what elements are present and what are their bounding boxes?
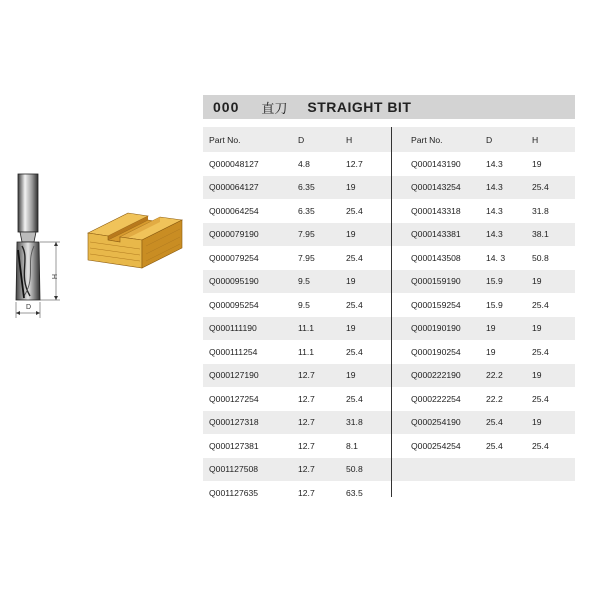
left-d-value: 12.7 xyxy=(298,393,315,404)
table-row xyxy=(203,317,575,341)
dim-d-label: D xyxy=(26,304,32,311)
left-part-no: Q001127635 xyxy=(209,487,259,498)
left-h-value: 31.8 xyxy=(346,417,363,428)
table-row xyxy=(203,340,575,364)
left-h-value: 25.4 xyxy=(346,252,363,263)
left-d-value: 7.95 xyxy=(298,252,315,263)
col-part-no-right: Part No. xyxy=(411,134,443,145)
right-h-value: 38.1 xyxy=(532,229,549,240)
table-row xyxy=(203,176,575,200)
right-d-value: 19 xyxy=(486,323,496,334)
right-part-no: Q000254190 xyxy=(411,417,461,428)
left-part-no: Q000127318 xyxy=(209,417,259,428)
left-part-no: Q000127190 xyxy=(209,370,259,381)
right-d-value: 19 xyxy=(486,346,496,357)
right-part-no: Q000143190 xyxy=(411,158,461,169)
col-h-right: H xyxy=(532,134,539,145)
left-d-value: 7.95 xyxy=(298,229,315,240)
col-d-right: D xyxy=(486,134,493,145)
right-d-value: 22.2 xyxy=(486,393,503,404)
right-d-value: 25.4 xyxy=(486,417,503,428)
right-d-value: 14.3 xyxy=(486,182,503,193)
table-row xyxy=(203,270,575,294)
left-h-value: 25.4 xyxy=(346,299,363,310)
section-header xyxy=(203,95,575,119)
wood-block-icon xyxy=(88,213,182,268)
left-part-no: Q000111254 xyxy=(209,346,258,357)
table-row xyxy=(203,481,575,505)
left-d-value: 6.35 xyxy=(298,182,315,193)
right-d-value: 15.9 xyxy=(486,299,503,310)
right-part-no: Q000159190 xyxy=(411,276,461,287)
right-d-value: 25.4 xyxy=(486,440,503,451)
right-part-no: Q000159254 xyxy=(411,299,461,310)
table-row xyxy=(203,293,575,317)
left-part-no: Q000111190 xyxy=(209,323,257,334)
left-h-value: 19 xyxy=(346,182,356,193)
spec-table xyxy=(203,127,575,505)
col-h: H xyxy=(346,134,353,145)
left-d-value: 12.7 xyxy=(298,370,315,381)
table-row xyxy=(203,223,575,247)
right-d-value: 14.3 xyxy=(486,158,503,169)
left-d-value: 12.7 xyxy=(298,487,315,498)
right-part-no: Q000222190 xyxy=(411,370,461,381)
height-dimension xyxy=(40,242,60,300)
right-h-value: 50.8 xyxy=(532,252,549,263)
left-d-value: 12.7 xyxy=(298,464,315,475)
right-part-no: Q000143318 xyxy=(411,205,461,216)
column-divider xyxy=(391,127,392,497)
right-h-value: 25.4 xyxy=(532,182,549,193)
left-h-value: 25.4 xyxy=(346,393,363,404)
right-d-value: 14.3 xyxy=(486,229,503,240)
left-h-value: 19 xyxy=(346,276,356,287)
left-part-no: Q000064127 xyxy=(209,182,259,193)
table-row xyxy=(203,199,575,223)
right-part-no: Q000143381 xyxy=(411,229,461,240)
left-h-value: 50.8 xyxy=(346,464,363,475)
left-h-value: 8.1 xyxy=(346,440,358,451)
left-h-value: 25.4 xyxy=(346,346,363,357)
right-part-no: Q000222254 xyxy=(411,393,461,404)
right-h-value: 19 xyxy=(532,276,542,287)
router-bit-icon xyxy=(16,174,40,300)
left-h-value: 12.7 xyxy=(346,158,363,169)
left-d-value: 6.35 xyxy=(298,205,315,216)
left-h-value: 19 xyxy=(346,229,356,240)
straight-bit-illustration xyxy=(0,160,200,330)
left-h-value: 63.5 xyxy=(346,487,363,498)
left-h-value: 19 xyxy=(346,370,356,381)
right-d-value: 15.9 xyxy=(486,276,503,287)
left-part-no: Q000079254 xyxy=(209,252,259,263)
column-header-row xyxy=(203,127,575,152)
left-d-value: 11.1 xyxy=(298,323,315,334)
left-h-value: 25.4 xyxy=(346,205,363,216)
left-part-no: Q000095190 xyxy=(209,276,259,287)
left-d-value: 12.7 xyxy=(298,440,315,451)
right-part-no: Q000143254 xyxy=(411,182,461,193)
left-d-value: 11.1 xyxy=(298,346,315,357)
right-part-no: Q000190254 xyxy=(411,346,461,357)
dim-h-label: H xyxy=(50,274,57,280)
right-h-value: 25.4 xyxy=(532,299,549,310)
right-h-value: 19 xyxy=(532,370,542,381)
table-row xyxy=(203,411,575,435)
right-h-value: 19 xyxy=(532,417,542,428)
left-part-no: Q000048127 xyxy=(209,158,259,169)
col-part-no: Part No. xyxy=(209,134,241,145)
table-row xyxy=(203,387,575,411)
left-d-value: 4.8 xyxy=(298,158,310,169)
right-h-value: 19 xyxy=(532,158,542,169)
left-part-no: Q000127381 xyxy=(209,440,259,451)
left-d-value: 12.7 xyxy=(298,417,315,428)
right-part-no: Q000190190 xyxy=(411,323,461,334)
left-part-no: Q000127254 xyxy=(209,393,259,404)
col-d: D xyxy=(298,134,305,145)
category-english-name: STRAIGHT BIT xyxy=(307,99,412,115)
table-row xyxy=(203,246,575,270)
left-part-no: Q000079190 xyxy=(209,229,259,240)
right-h-value: 25.4 xyxy=(532,393,549,404)
table-row xyxy=(203,434,575,458)
left-d-value: 9.5 xyxy=(298,299,310,310)
right-part-no: Q000254254 xyxy=(411,440,461,451)
table-row xyxy=(203,364,575,388)
right-d-value: 14. 3 xyxy=(486,252,506,263)
right-part-no: Q000143508 xyxy=(411,252,461,263)
left-h-value: 19 xyxy=(346,323,356,334)
table-row xyxy=(203,152,575,176)
table-body xyxy=(203,152,575,505)
left-part-no: Q001127508 xyxy=(209,464,259,475)
right-h-value: 19 xyxy=(532,323,542,334)
right-d-value: 14.3 xyxy=(486,205,503,216)
category-chinese-name: 直刀 xyxy=(261,100,288,116)
left-part-no: Q000064254 xyxy=(209,205,259,216)
product-drawing xyxy=(0,160,200,330)
right-h-value: 25.4 xyxy=(532,346,549,357)
right-d-value: 22.2 xyxy=(486,370,503,381)
category-code: 000 xyxy=(213,99,240,115)
left-part-no: Q000095254 xyxy=(209,299,259,310)
right-h-value: 25.4 xyxy=(532,440,549,451)
right-h-value: 31.8 xyxy=(532,205,549,216)
table-row xyxy=(203,458,575,482)
left-d-value: 9.5 xyxy=(298,276,310,287)
